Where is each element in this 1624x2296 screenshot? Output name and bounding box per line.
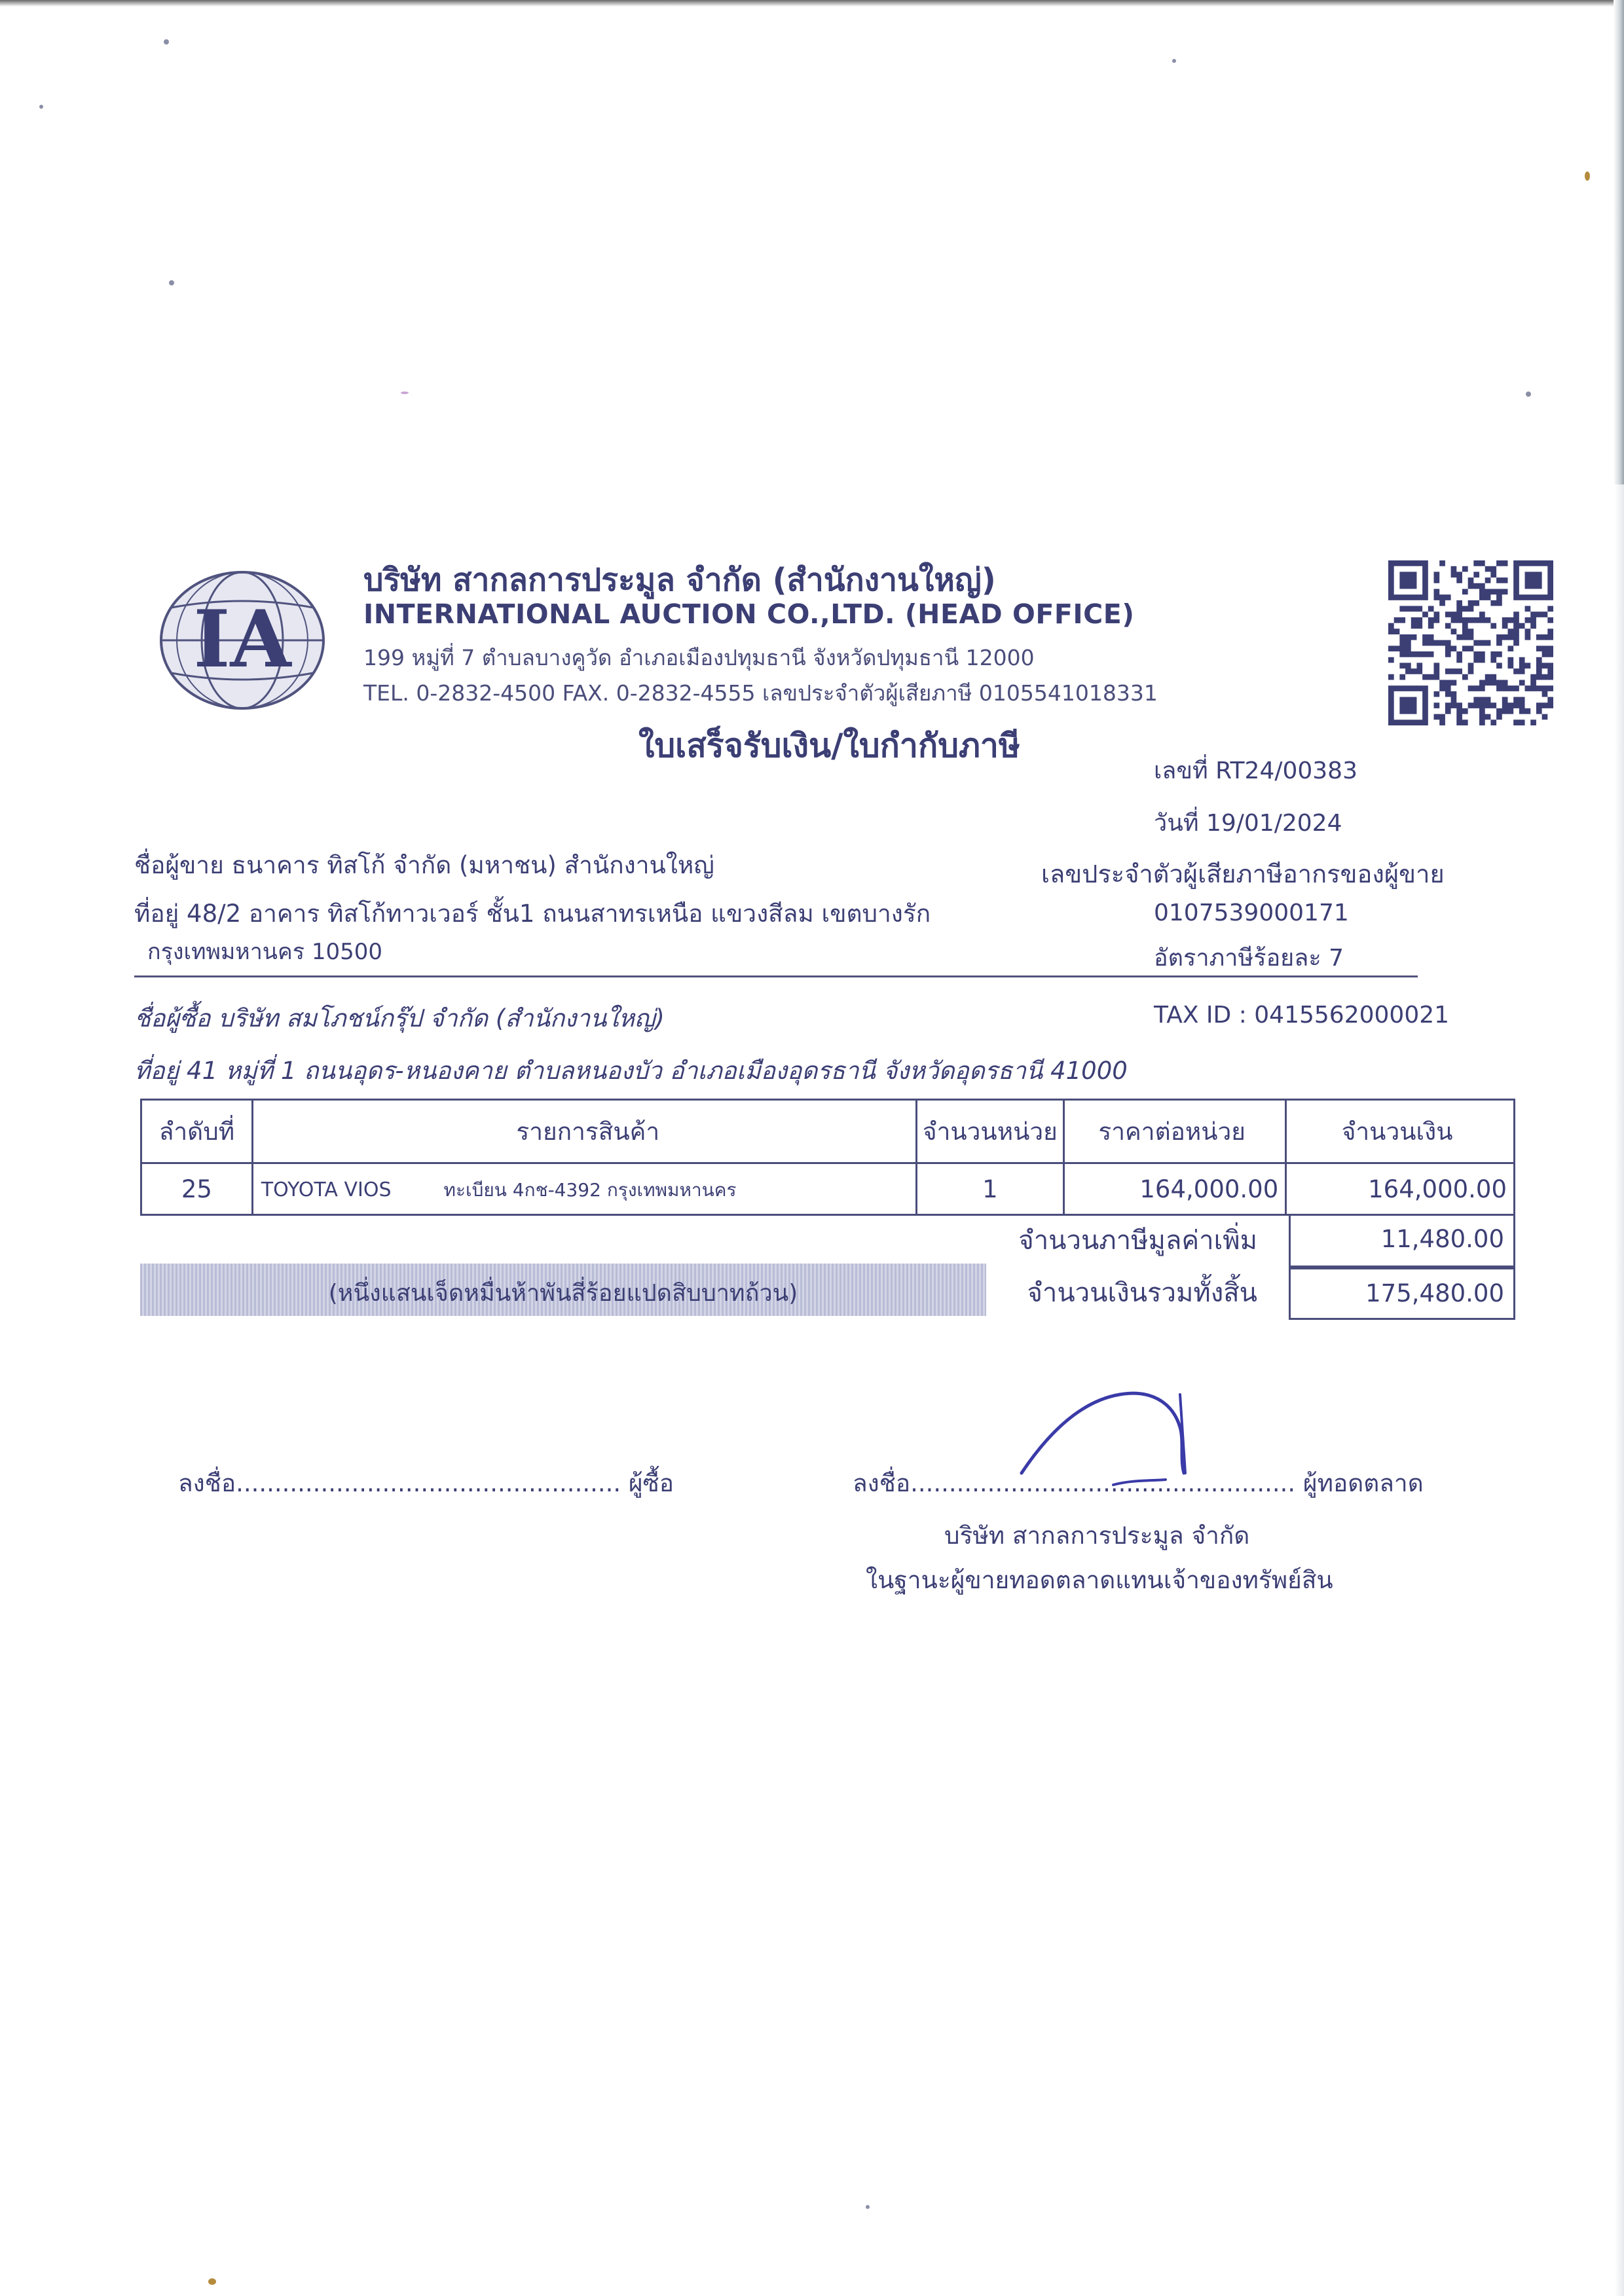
seller-signature-line: ลงชื่อ.................................................. ผู้ทอดตลาด xyxy=(853,1469,1424,1497)
buyer-name: ชื่อผู้ซื้อ บริษัท สมโภชน์กรุ๊ป จำกัด (สำนักงานใหญ่) xyxy=(134,1004,665,1032)
scan-speck xyxy=(169,280,174,285)
grand-total-amount: 175,480.00 xyxy=(1289,1267,1515,1320)
seller-tax-id: 0107539000171 xyxy=(1154,900,1349,926)
company-contact: TEL. 0-2832-4500 FAX. 0-2832-4555 เลขประจำตัวผู้เสียภาษี 0105541018331 xyxy=(363,680,1158,706)
table-row xyxy=(141,1163,1515,1215)
cell-item xyxy=(252,1163,916,1215)
col-header-item: รายการสินค้า xyxy=(252,1100,916,1163)
buyer-tax-id: TAX ID : 0415562000021 xyxy=(1154,1002,1450,1029)
cell-no: 25 xyxy=(141,1163,253,1215)
svg-text:IA: IA xyxy=(193,593,291,685)
scan-speck xyxy=(164,39,169,45)
qr-finder-inner xyxy=(1399,697,1416,714)
scan-speck xyxy=(39,105,43,109)
section-divider xyxy=(134,975,1418,977)
table-header-row xyxy=(141,1100,1515,1163)
buyer-signature-line: ลงชื่อ.................................................. ผู้ซื้อ xyxy=(178,1469,674,1497)
scan-edge-right xyxy=(1614,0,1624,484)
handwritten-signature xyxy=(1008,1375,1218,1506)
scan-speck xyxy=(208,2278,216,2285)
scan-edge-top xyxy=(0,0,1624,7)
document-number: เลขที่ RT24/00383 xyxy=(1154,757,1357,784)
scan-speck xyxy=(866,2205,870,2209)
vat-rate: อัตราภาษีร้อยละ 7 xyxy=(1154,945,1344,972)
col-header-amount: จำนวนเงิน xyxy=(1286,1100,1515,1163)
col-header-qty: จำนวนหน่วย xyxy=(916,1100,1063,1163)
scan-speck xyxy=(1526,392,1531,397)
company-logo xyxy=(157,568,327,712)
scan-speck xyxy=(1585,172,1590,181)
document-title: ใบเสร็จรับเงิน/ใบกำกับภาษี xyxy=(638,727,1020,765)
item-registration: ทะเบียน 4กช-4392 กรุงเทพมหานคร xyxy=(443,1178,737,1201)
company-name-english: INTERNATIONAL AUCTION CO.,LTD. (HEAD OFFICE) xyxy=(363,598,1135,630)
qr-finder-inner xyxy=(1399,572,1416,589)
company-address: 199 หมู่ที่ 7 ตำบลบางคูวัด อำเภอเมืองปทุมธานี จังหวัดปทุมธานี 12000 xyxy=(363,645,1035,670)
qr-code xyxy=(1388,560,1553,725)
scan-speck xyxy=(401,392,409,394)
vat-amount: 11,480.00 xyxy=(1289,1215,1515,1267)
company-name-thai: บริษัท สากลการประมูล จำกัด (สำนักงานใหญ่) xyxy=(363,562,996,598)
buyer-address: ที่อยู่ 41 หมู่ที่ 1 ถนนอุดร-หนองคาย ตำบลหนองบัว อำเภอเมืองอุดรธานี จังหวัดอุดรธานี 41000 xyxy=(134,1057,1128,1085)
cell-unit-price: 164,000.00 xyxy=(1064,1163,1286,1215)
seller-name: ชื่อผู้ขาย ธนาคาร ทิสโก้ จำกัด (มหาชน) สำนักงานใหญ่ xyxy=(134,851,714,879)
vat-label: จำนวนภาษีมูลค่าเพิ่ม xyxy=(1018,1226,1257,1256)
scan-edge-right-lower xyxy=(1615,484,1624,2296)
document-date: วันที่ 19/01/2024 xyxy=(1154,810,1342,837)
amount-in-words: (หนึ่งแสนเจ็ดหมื่นห้าพันสี่ร้อยแปดสิบบาทถ้วน) xyxy=(328,1280,798,1307)
seller-address-line2: กรุงเทพมหานคร 10500 xyxy=(147,939,383,965)
item-name: TOYOTA VIOS xyxy=(261,1178,392,1201)
qr-finder-inner xyxy=(1525,572,1542,589)
col-header-no: ลำดับที่ xyxy=(141,1100,253,1163)
seller-role: ในฐานะผู้ขายทอดตลาดแทนเจ้าของทรัพย์สิน xyxy=(866,1566,1333,1594)
col-header-unit-price: ราคาต่อหน่วย xyxy=(1064,1100,1286,1163)
seller-tax-id-label: เลขประจำตัวผู้เสียภาษีอากรของผู้ขาย xyxy=(1041,860,1445,888)
cell-qty: 1 xyxy=(916,1163,1063,1215)
seller-address-line1: ที่อยู่ 48/2 อาคาร ทิสโก้ทาวเวอร์ ชั้น1 ถนนสาทรเหนือ แขวงสีลม เขตบางรัก xyxy=(134,900,931,928)
grand-total-label: จำนวนเงินรวมทั้งสิ้น xyxy=(1027,1278,1257,1308)
cell-amount: 164,000.00 xyxy=(1286,1163,1515,1215)
items-table xyxy=(140,1099,1515,1216)
seller-company-name: บริษัท สากลการประมูล จำกัด xyxy=(944,1522,1250,1550)
scan-speck xyxy=(1172,59,1176,63)
